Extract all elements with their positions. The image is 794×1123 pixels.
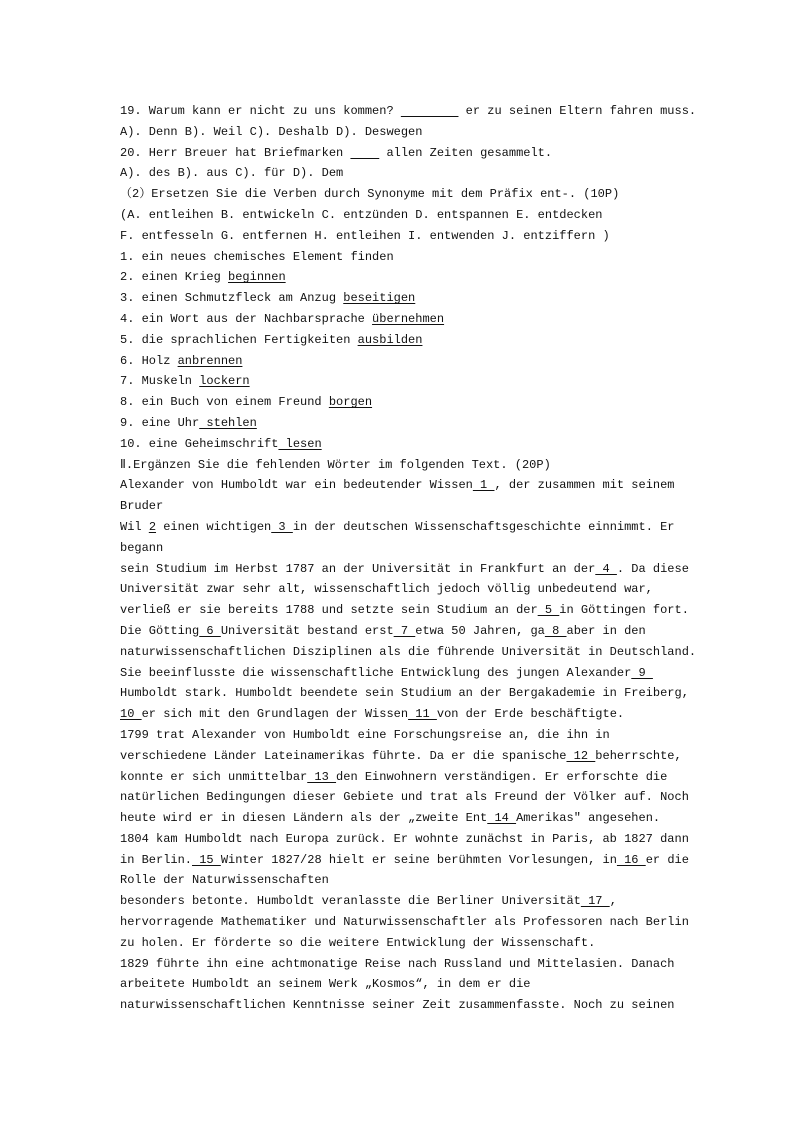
text-line xyxy=(120,663,720,684)
text-line xyxy=(120,143,720,164)
text-line xyxy=(120,912,720,933)
underlined-blank: übernehmen xyxy=(372,311,445,326)
text-line xyxy=(120,455,720,476)
text-line xyxy=(120,517,720,538)
text-segment: er zu seinen Eltern fahren muss. xyxy=(458,104,697,118)
text-segment: Die Götting xyxy=(120,623,200,638)
text-line xyxy=(120,184,720,205)
text-segment: heute wird er in diesen Ländern als der „zweite Ent xyxy=(120,811,488,826)
text-segment: verschiedene Länder Lateinamerikas führte. Da er die spanische xyxy=(120,748,567,763)
text-segment: Humboldt stark. Humboldt beendete sein Studium an der Bergakademie in Freiberg, xyxy=(120,686,689,701)
text-line xyxy=(120,475,720,496)
text-line xyxy=(120,600,720,621)
text-line xyxy=(120,704,720,725)
underlined-blank: 8 xyxy=(544,623,567,638)
underlined-blank: 4 xyxy=(595,561,617,576)
text-segment: 5. die sprachlichen Fertigkeiten xyxy=(120,332,358,347)
underlined-blank: ausbilden xyxy=(357,332,423,347)
underlined-blank: 6 xyxy=(199,623,221,638)
text-line xyxy=(120,496,720,517)
text-segment: Alexander von Humboldt war ein bedeutender Wissen xyxy=(120,478,473,493)
text-line xyxy=(120,351,720,372)
text-segment: Winter 1827/28 hielt er seine berühmten Vorlesungen, in xyxy=(220,852,617,867)
text-segment: begann xyxy=(120,540,164,555)
text-segment: 8. ein Buch von einem Freund xyxy=(120,395,329,410)
text-line xyxy=(120,746,720,767)
text-segment: zu holen. Er förderte so die weitere Entwicklung der Wissenschaft. xyxy=(120,935,596,950)
text-segment: in Berlin. xyxy=(120,852,193,867)
text-segment: 6. Holz xyxy=(120,353,178,368)
text-line xyxy=(120,559,720,580)
text-segment: sein Studium im Herbst 1787 an der Universität in Frankfurt an der xyxy=(120,561,596,576)
text-segment: beherrschte, xyxy=(595,748,682,763)
text-segment: 20. Herr Breuer hat Briefmarken xyxy=(120,145,351,160)
text-line xyxy=(120,974,720,995)
text-segment: einen wichtigen xyxy=(156,519,272,534)
text-segment: , der zusammen mit seinem xyxy=(494,478,675,493)
text-segment: F. entfesseln G. entfernen H. entleihen I. entwenden J. entziffern ) xyxy=(120,228,610,243)
text-line xyxy=(120,642,720,663)
text-segment: den Einwohnern verständigen. Er erforschte die xyxy=(336,769,668,784)
text-line xyxy=(120,954,720,975)
text-line xyxy=(120,413,720,434)
text-line xyxy=(120,205,720,226)
text-line xyxy=(120,787,720,808)
text-segment: 3. einen Schmutzfleck am Anzug xyxy=(120,291,344,306)
text-segment: Bruder xyxy=(120,499,164,514)
text-segment: 7. Muskeln xyxy=(120,374,200,389)
underlined-blank: beseitigen xyxy=(343,291,416,306)
text-segment: etwa 50 Jahren, ga xyxy=(415,623,545,638)
text-line xyxy=(120,309,720,330)
text-segment: Universität bestand erst xyxy=(220,623,394,638)
text-line xyxy=(120,538,720,559)
text-segment: Ⅱ.Ergänzen Sie die fehlenden Wörter im folgenden Text. (20P) xyxy=(120,457,551,472)
text-segment: Sie beeinflusste die wissenschaftliche Entwicklung des jungen Alexander xyxy=(120,665,632,680)
text-line xyxy=(120,122,720,143)
text-line xyxy=(120,392,720,413)
text-line xyxy=(120,247,720,268)
underlined-blank: stehlen xyxy=(199,415,257,430)
underlined-blank: anbrennen xyxy=(177,353,243,368)
underlined-blank xyxy=(401,104,459,118)
text-line xyxy=(120,101,720,122)
text-line xyxy=(120,767,720,788)
text-segment: 4. ein Wort aus der Nachbarsprache xyxy=(120,311,373,326)
text-line xyxy=(120,870,720,891)
document-body xyxy=(120,101,720,1016)
underlined-blank: 14 xyxy=(487,811,517,826)
underlined-blank: 5 xyxy=(537,603,560,618)
text-line xyxy=(120,808,720,829)
text-segment: (A. entleihen B. entwickeln C. entzünden D. entspannen E. entdecken xyxy=(120,207,603,222)
text-segment: 9. eine Uhr xyxy=(120,415,200,430)
text-segment: . Da diese xyxy=(616,561,689,576)
text-line xyxy=(120,621,720,642)
text-line xyxy=(120,226,720,247)
underlined-blank: beginnen xyxy=(228,270,286,285)
text-segment: natürlichen Bedingungen dieser Gebiete und trat als Freund der Völker auf. Noch xyxy=(120,790,689,805)
text-segment: 10. eine Geheimschrift xyxy=(120,436,279,451)
text-segment: , xyxy=(609,894,617,909)
text-segment: konnte er sich unmittelbar xyxy=(120,769,308,784)
text-line xyxy=(120,163,720,184)
underlined-blank: 7 xyxy=(393,623,416,638)
underlined-blank: 2 xyxy=(148,519,157,534)
underlined-blank: 15 xyxy=(192,852,221,867)
underlined-blank: 10 xyxy=(120,707,142,722)
text-line xyxy=(120,725,720,746)
underlined-blank: 16 xyxy=(616,852,646,867)
underlined-blank: 11 xyxy=(408,707,437,722)
text-segment: verließ er sie bereits 1788 und setzte sein Studium an der xyxy=(120,603,538,618)
text-line xyxy=(120,330,720,351)
text-segment: 1. ein neues chemisches Element finden xyxy=(120,249,394,264)
underlined-blank: lockern xyxy=(199,374,250,389)
underlined-blank: borgen xyxy=(328,395,373,410)
text-line xyxy=(120,829,720,850)
text-segment: aber in den xyxy=(566,623,646,638)
text-segment: allen Zeiten gesammelt. xyxy=(379,145,553,160)
text-line xyxy=(120,267,720,288)
underlined-blank: 3 xyxy=(271,519,293,534)
underlined-blank: 13 xyxy=(307,769,337,784)
text-segment: von der Erde beschäftigte. xyxy=(436,707,625,722)
text-segment: hervorragende Mathematiker und Naturwissenschaftler als Professoren nach Berlin xyxy=(120,915,689,930)
text-line xyxy=(120,891,720,912)
text-segment: in Göttingen fort. xyxy=(559,603,689,618)
text-segment: Rolle der Naturwissenschaften xyxy=(120,873,329,888)
text-segment: （2）Ersetzen Sie die Verben durch Synonyme mit dem Präfix ent-. (10P) xyxy=(120,187,620,202)
text-line xyxy=(120,683,720,704)
text-segment: 2. einen Krieg xyxy=(120,270,229,285)
text-line xyxy=(120,995,720,1016)
text-segment: 19. Warum kann er nicht zu uns kommen? xyxy=(120,104,401,118)
underlined-blank: 12 xyxy=(566,748,596,763)
underlined-blank: 1 xyxy=(472,478,495,493)
text-segment: Wil xyxy=(120,519,149,534)
text-segment: naturwissenschaftlichen Disziplinen als die führende Universität in Deutschland. xyxy=(120,644,697,659)
text-segment: Amerikas″ angesehen. xyxy=(516,811,661,826)
text-segment: in der deutschen Wissenschaftsgeschichte einnimmt. Er xyxy=(292,519,675,534)
text-line xyxy=(120,288,720,309)
text-segment: er sich mit den Grundlagen der Wissen xyxy=(141,707,409,722)
text-segment: Universität zwar sehr alt, wissenschaftlich jedoch völlig unbedeutend war, xyxy=(120,582,653,597)
underlined-blank: lesen xyxy=(278,436,322,451)
text-segment: besonders betonte. Humboldt veranlasste die Berliner Universität xyxy=(120,894,581,909)
text-segment: er die xyxy=(645,852,689,867)
underlined-blank xyxy=(350,146,379,160)
text-line xyxy=(120,933,720,954)
text-segment: naturwissenschaftlichen Kenntnisse seiner Zeit zusammenfasste. Noch zu seinen xyxy=(120,998,675,1013)
text-segment: 1804 kam Humboldt nach Europa zurück. Er wohnte zunächst in Paris, ab 1827 dann xyxy=(120,831,689,846)
text-line xyxy=(120,371,720,392)
underlined-blank: 17 xyxy=(580,894,610,909)
text-line xyxy=(120,579,720,600)
text-segment: A). Denn B). Weil C). Deshalb D). Deswegen xyxy=(120,124,423,139)
text-line xyxy=(120,850,720,871)
underlined-blank: 9 xyxy=(631,665,653,680)
text-line xyxy=(120,434,720,455)
text-segment: A). des B). aus C). für D). Dem xyxy=(120,166,344,181)
text-segment: 1799 trat Alexander von Humboldt eine Forschungsreise an, die ihn in xyxy=(120,727,610,742)
text-segment: 1829 führte ihn eine achtmonatige Reise nach Russland und Mittelasien. Danach xyxy=(120,956,675,971)
text-segment: arbeitete Humboldt an seinem Werk „Kosmos“, in dem er die xyxy=(120,977,531,992)
